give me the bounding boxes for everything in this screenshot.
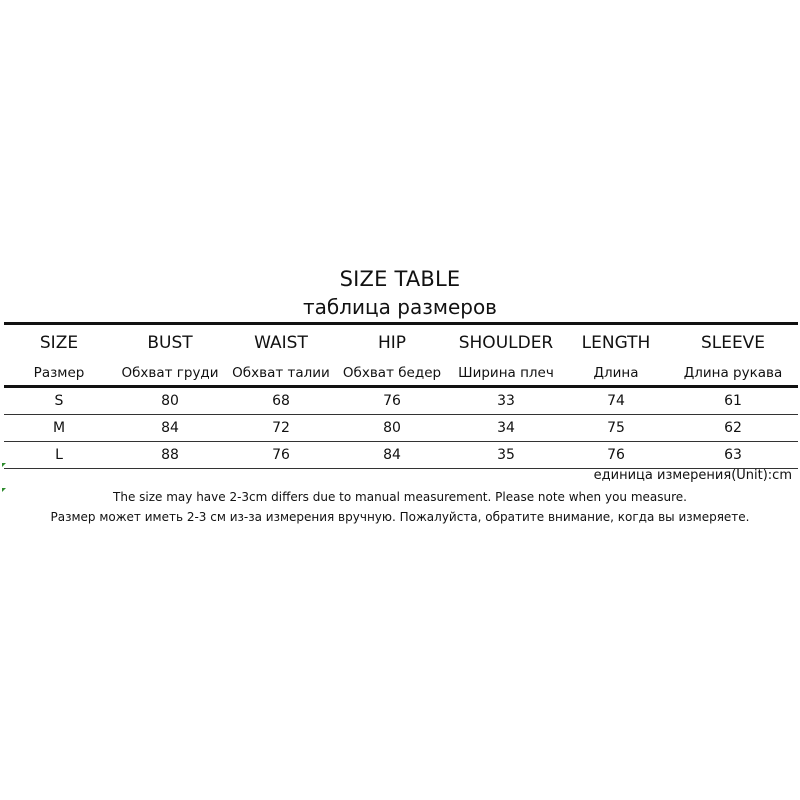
table-cell: 75: [564, 415, 668, 442]
table-cell: 61: [668, 387, 798, 415]
header-length: LENGTH: [564, 324, 668, 362]
table-cell: 33: [448, 387, 564, 415]
table-cell: 34: [448, 415, 564, 442]
measurement-note-ru: Размер может иметь 2-3 см из-за измерения вручную. Пожалуйста, обратите внимание, когда вы измеряете.: [50, 510, 750, 524]
header-row-ru: [4, 361, 798, 387]
table-cell: 84: [114, 415, 226, 442]
header-shoulder-ru: Ширина плеч: [448, 361, 564, 387]
table-row: [4, 387, 798, 415]
table-cell: L: [4, 442, 114, 469]
header-hip: HIP: [336, 324, 448, 362]
header-length-ru: Длина: [564, 361, 668, 387]
header-hip-ru: Обхват бедер: [336, 361, 448, 387]
table-cell: 68: [226, 387, 336, 415]
table-cell: 74: [564, 387, 668, 415]
table-cell: 88: [114, 442, 226, 469]
table-cell: 72: [226, 415, 336, 442]
page-subtitle: таблица размеров: [303, 295, 497, 319]
table-row: [4, 415, 798, 442]
table-cell: 80: [114, 387, 226, 415]
measurement-note-en: The size may have 2-3cm differs due to manual measurement. Please note when you measure.: [113, 490, 687, 504]
table-cell: 62: [668, 415, 798, 442]
table-row: [4, 442, 798, 469]
table-cell: 63: [668, 442, 798, 469]
header-waist-ru: Обхват талии: [226, 361, 336, 387]
table-cell: 80: [336, 415, 448, 442]
header-waist: WAIST: [226, 324, 336, 362]
header-size-ru: Размер: [4, 361, 114, 387]
table-cell: 76: [336, 387, 448, 415]
table-cell: S: [4, 387, 114, 415]
header-bust: BUST: [114, 324, 226, 362]
header-size: SIZE: [4, 324, 114, 362]
corner-marker-icon: [2, 463, 6, 467]
unit-note: единица измерения(Unit):cm: [593, 468, 792, 483]
table-cell: 76: [226, 442, 336, 469]
table-cell: M: [4, 415, 114, 442]
page-title: SIZE TABLE: [339, 267, 461, 291]
header-shoulder: SHOULDER: [448, 324, 564, 362]
size-table: [4, 322, 798, 469]
table-cell: 35: [448, 442, 564, 469]
header-sleeve: SLEEVE: [668, 324, 798, 362]
header-row-en: [4, 324, 798, 362]
header-sleeve-ru: Длина рукава: [668, 361, 798, 387]
table-cell: 84: [336, 442, 448, 469]
header-bust-ru: Обхват груди: [114, 361, 226, 387]
table-cell: 76: [564, 442, 668, 469]
